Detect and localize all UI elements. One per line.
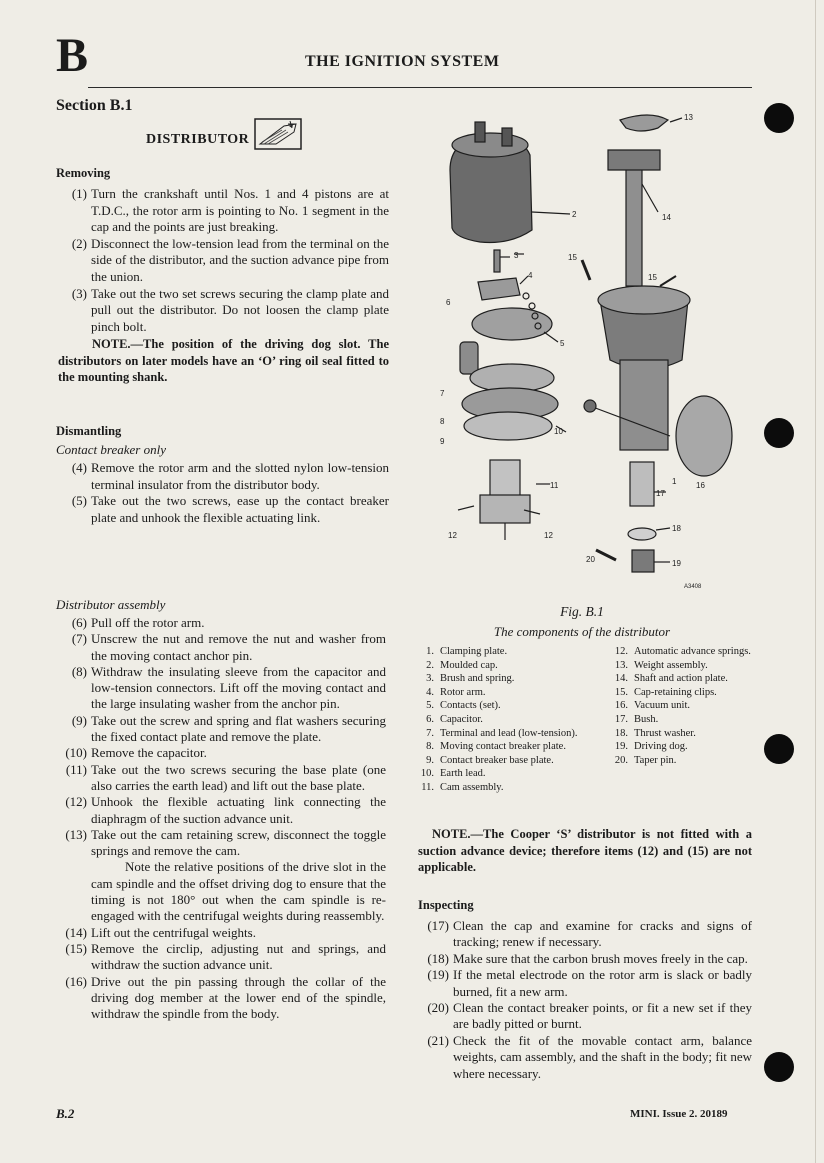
step-item [56, 713, 386, 746]
legend-item: 9. Contact breaker base plate. [426, 754, 554, 766]
footer-info: MINI. Issue 2. 20189 [630, 1108, 728, 1120]
distributor-title: DISTRIBUTOR [146, 132, 250, 147]
callout-20: 20 [586, 555, 595, 564]
step-item [418, 918, 752, 951]
legend-item: 5. Contacts (set). [426, 700, 501, 712]
step-item [56, 925, 386, 941]
figure-legend-left [418, 645, 610, 795]
removing-note: NOTE.—The position of the driving dog slot. The distributors on later models have an ‘O’ ring oil seal fitted to the mounting shank. [58, 337, 389, 385]
callout-19: 19 [672, 559, 681, 568]
step-text: Remove the capacitor. [91, 745, 207, 761]
callout-13: 13 [684, 113, 693, 122]
step-text: Disconnect the low-tension lead from the terminal on the side of the distributor, and the suction advance pipe from the union. [91, 235, 389, 284]
legend-item: 12. Automatic advance springs. [614, 646, 751, 657]
step-item [56, 286, 389, 336]
step-number: (3) [71, 285, 87, 301]
removing-steps [56, 186, 389, 386]
callout-5: 5 [560, 339, 565, 348]
figure-caption: Fig. B.1 [560, 604, 604, 619]
callout-4: 4 [528, 271, 533, 280]
step-text: Remove the rotor arm and the slotted nylon low-tension terminal insulator from the distributor body. [91, 460, 389, 492]
step-number: (20) [427, 1000, 449, 1016]
legend-item: 2. Moulded cap. [426, 659, 498, 671]
legend-item: 10. Earth lead. [420, 768, 486, 780]
binder-hole [764, 734, 794, 764]
step-text: Make sure that the carbon brush moves freely in the cap. [453, 950, 748, 966]
page-edge [815, 0, 816, 1163]
step-number: (6) [71, 615, 87, 630]
section-heading: Section B.1 [56, 97, 133, 114]
distributor-exploded-diagram [420, 110, 758, 590]
step-text: Take out the two screws securing the base plate (one also carries the earth lead) and lift out the base plate. [91, 761, 386, 793]
step-item [418, 951, 752, 967]
step-item [56, 460, 389, 493]
distributor-assembly-steps [56, 615, 386, 1022]
step-text: Pull off the rotor arm. [91, 615, 205, 630]
step-text: Unhook the flexible actuating link connecting the diaphragm of the suction advance unit. [91, 794, 386, 826]
step-number: (4) [71, 460, 87, 475]
callout-15b: 15 [648, 273, 657, 282]
callout-12b: 12 [544, 531, 553, 540]
step-number: (17) [427, 918, 449, 933]
dismantling-steps [56, 460, 389, 526]
callout-7: 7 [440, 389, 445, 398]
callout-3: 3 [514, 251, 519, 260]
step-text: Clean the contact breaker points, or fit a new set if they are badly pitted or burnt. [453, 1000, 752, 1032]
step-text: Take out the two screws, ease up the contact breaker plate and unhook the flexible actuating link. [91, 493, 389, 525]
step-item [56, 827, 386, 925]
callout-12a: 12 [448, 531, 457, 540]
removing-heading: Removing [56, 166, 111, 180]
step-number: (2) [71, 235, 87, 251]
step-item [56, 745, 386, 761]
legend-item: 3. Brush and spring. [426, 673, 515, 685]
step-item [418, 967, 752, 1000]
legend-item: 14. Shaft and action plate. [614, 673, 728, 685]
binder-hole [764, 418, 794, 448]
step-number: (8) [71, 663, 87, 679]
callout-11: 11 [550, 481, 559, 490]
step-number: (12) [65, 794, 87, 810]
distributor-assembly-subheading: Distributor assembly [56, 597, 166, 612]
cooper-note: NOTE.—The Cooper ‘S’ distributor is not fitted with a suction advance device; therefore items (12) and (15) are not applicable. [418, 827, 752, 875]
legend-item: 17. Bush. [614, 713, 659, 725]
step-item [56, 631, 386, 664]
step-number: (21) [427, 1032, 449, 1048]
figure-ref-code: A3408 [684, 584, 702, 590]
step-number: (13) [65, 826, 87, 842]
figure-legend-right [612, 645, 758, 767]
step-text: Unscrew the nut and remove the nut and washer from the moving contact anchor pin. [91, 631, 386, 663]
step-item [56, 664, 386, 713]
step-number: (14) [65, 924, 87, 940]
callout-8: 8 [440, 417, 445, 426]
step-text: Take out the cam retaining screw, disconnect the toggle springs and remove the cam. [91, 826, 386, 859]
legend-item: 20. Taper pin. [614, 754, 677, 766]
legend-item: 8. Moving contact breaker plate. [426, 741, 566, 753]
step-text: Drive out the pin passing through the collar of the driving dog member at the lower end of the spindle, withdraw the spindle from the body. [91, 973, 386, 1022]
section-letter: B [56, 29, 89, 82]
step-number: (11) [65, 761, 87, 777]
legend-item: 1. Clamping plate. [426, 646, 508, 657]
step-number: (5) [71, 493, 87, 509]
callout-15a: 15 [568, 253, 577, 262]
legend-item: 19. Driving dog. [614, 741, 688, 753]
dismantling-heading: Dismantling [56, 424, 122, 438]
page-number: B.2 [56, 1106, 75, 1121]
callout-17: 17 [656, 489, 665, 498]
callout-16: 16 [696, 481, 705, 490]
step-number: (7) [71, 631, 87, 647]
step-number: (15) [65, 940, 87, 956]
step-number: (16) [65, 973, 87, 989]
binder-hole [764, 1052, 794, 1082]
legend-item: 6. Capacitor. [426, 713, 483, 725]
step-text: Lift out the centrifugal weights. [91, 924, 256, 940]
callout-1: 1 [672, 477, 677, 486]
step-number: (19) [427, 967, 449, 983]
step-13-note: Note the relative positions of the drive slot in the cam spindle and the offset driving dog to ensure that the timing is not 180° out when the cam spindle is re-engaged with the centrifugal weights during reassembly. [91, 859, 386, 924]
step-item [418, 1033, 752, 1082]
legend-item: 11. Cam assembly. [421, 781, 504, 793]
legend-item: 4. Rotor arm. [426, 686, 486, 698]
step-number: (9) [71, 712, 87, 728]
inspecting-heading: Inspecting [418, 898, 474, 912]
header-rule [88, 87, 752, 88]
distributor-icon [254, 118, 302, 150]
legend-item: 16. Vacuum unit. [614, 700, 690, 712]
step-item [56, 794, 386, 827]
inspecting-steps [418, 918, 752, 1082]
callout-9: 9 [440, 437, 445, 446]
callout-2: 2 [572, 210, 577, 219]
step-text: Clean the cap and examine for cracks and signs of tracking; renew if necessary. [453, 918, 752, 950]
step-text: Take out the screw and spring and flat washers securing the fixed contact plate and remove the plate. [91, 712, 386, 745]
step-item [56, 615, 386, 631]
step-number: (10) [65, 745, 87, 761]
callout-18: 18 [672, 524, 681, 533]
step-item [56, 493, 389, 526]
legend-item: 7. Terminal and lead (low-tension). [426, 727, 578, 739]
step-text: Take out the two set screws securing the clamp plate and pull out the distributor. Do not loosen the clamp plate pinch bolt. [91, 285, 389, 334]
contact-breaker-subheading: Contact breaker only [56, 442, 166, 457]
step-text: Turn the crankshaft until Nos. 1 and 4 pistons are at T.D.C., the rotor arm is pointing to No. 1 segment in the cap and the points are just breaking. [91, 186, 389, 235]
step-item [56, 974, 386, 1023]
legend-item: 13. Weight assembly. [614, 659, 708, 671]
legend-item: 18. Thrust washer. [614, 727, 696, 739]
callout-10: 10 [554, 427, 563, 436]
figure-subcaption: The components of the distributor [493, 624, 671, 639]
callout-6: 6 [446, 298, 451, 307]
step-text: Remove the circlip, adjusting nut and springs, and withdraw the suction advance unit. [91, 940, 386, 973]
step-item [56, 762, 386, 795]
step-item [56, 186, 389, 236]
step-item [56, 236, 389, 286]
step-text: If the metal electrode on the rotor arm is slack or badly burned, fit a new arm. [453, 967, 752, 999]
page-title: THE IGNITION SYSTEM [305, 53, 500, 70]
callout-14: 14 [662, 213, 671, 222]
legend-item: 15. Cap-retaining clips. [614, 686, 717, 698]
step-text: Withdraw the insulating sleeve from the capacitor and low-tension connectors. Lift off the moving contact and the large insulating washer from the anchor pin. [91, 663, 386, 712]
step-item [418, 1000, 752, 1033]
binder-hole [764, 103, 794, 133]
step-number: (18) [427, 950, 449, 966]
step-text: Check the fit of the movable contact arm, balance weights, cam assembly, and the shaft in the body; fit new where necessary. [453, 1032, 752, 1081]
step-item [56, 941, 386, 974]
step-number: (1) [71, 186, 87, 201]
